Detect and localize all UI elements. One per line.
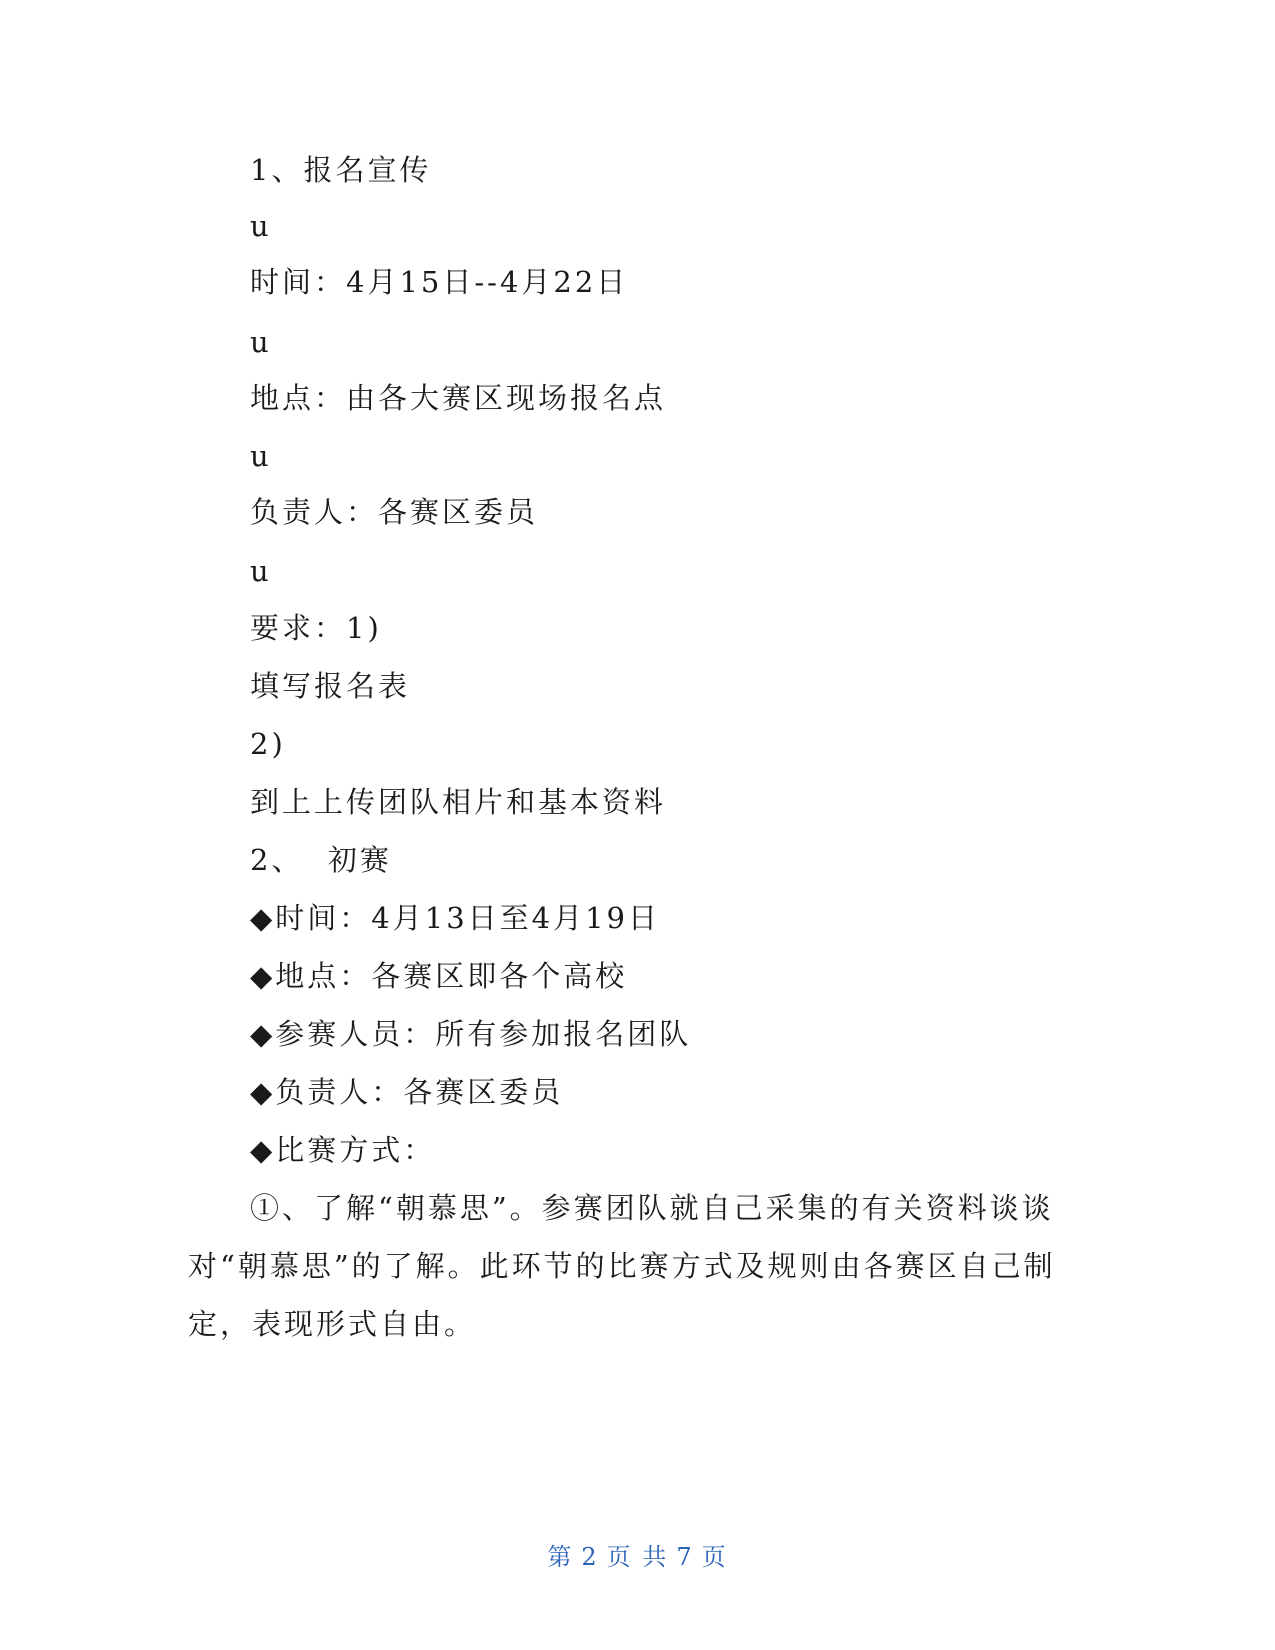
section-heading-registration: 1、报名宣传 (250, 153, 432, 187)
bullet-marker: u (250, 439, 272, 473)
paragraph-line-1: ①、了解“朝慕思”。参赛团队就自己采集的有关资料谈谈 (250, 1191, 1054, 1225)
requirement-number-2: 2) (250, 727, 286, 761)
footer-current-page: 2 (581, 1543, 599, 1571)
registration-location: 地点：由各大赛区现场报名点 (250, 381, 667, 415)
registration-requirement: 要求：1) (250, 611, 382, 645)
paragraph-line-2: 对“朝慕思”的了解。此环节的比赛方式及规则由各赛区自己制 (188, 1249, 1056, 1283)
footer-middle: 页 共 (606, 1543, 669, 1571)
page-footer (0, 1541, 1275, 1573)
preliminary-format: ◆比赛方式： (250, 1133, 436, 1167)
preliminary-responsible: ◆负责人：各赛区委员 (250, 1075, 564, 1109)
preliminary-time: ◆时间：4月13日至4月19日 (250, 901, 661, 935)
preliminary-location: ◆地点：各赛区即各个高校 (250, 959, 628, 993)
registration-time: 时间：4月15日--4月22日 (250, 265, 629, 299)
preliminary-participants: ◆参赛人员：所有参加报名团队 (250, 1017, 692, 1051)
section-heading-preliminary: 2、 初赛 (250, 843, 392, 877)
paragraph-line-3: 定，表现形式自由。 (188, 1307, 477, 1341)
bullet-marker: u (250, 209, 272, 243)
registration-responsible: 负责人：各赛区委员 (250, 495, 539, 529)
bullet-marker: u (250, 554, 272, 588)
requirement-item-2: 到上上传团队相片和基本资料 (250, 785, 667, 819)
footer-total-pages: 7 (676, 1543, 694, 1571)
footer-suffix: 页 (701, 1543, 728, 1571)
bullet-marker: u (250, 325, 272, 359)
requirement-item-1: 填写报名表 (250, 669, 411, 703)
footer-prefix: 第 (547, 1543, 574, 1571)
